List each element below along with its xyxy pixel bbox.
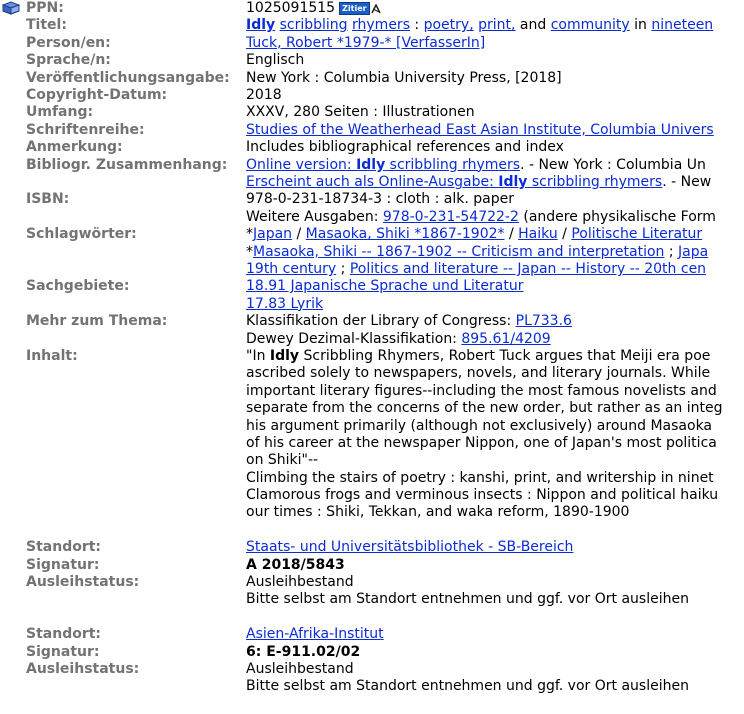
subject1-link-1[interactable]: Japan xyxy=(253,226,293,243)
status-value-2: Ausleihbestand xyxy=(246,661,354,678)
online-version-bold: Idly xyxy=(356,156,386,173)
ddc-link[interactable]: 895.61/4209 xyxy=(461,330,551,347)
subject1-link-3[interactable]: Masaoka, Shiki *1867-1902* xyxy=(305,226,505,243)
zitier-label: Zitier xyxy=(342,4,367,13)
row-titel xyxy=(0,17,744,34)
row-biblio xyxy=(0,157,744,192)
subject1-link-7[interactable]: Politische Literatur xyxy=(571,226,703,243)
veroeff-value: New York : Columbia University Press, [2018] xyxy=(246,69,562,86)
weitere-tail: (andere physikalische Form xyxy=(518,208,716,225)
row-isbn xyxy=(0,191,744,226)
inhalt-line-10: our times : Shiki, Tekkan, and waka reform, 1890-1900 xyxy=(246,504,630,521)
label-ppn: PPN: xyxy=(26,0,64,16)
row-signatur-1 xyxy=(0,557,744,574)
label-status-2: Ausleihstatus: xyxy=(26,661,140,678)
inhalt-line-7: on Shiki"-- xyxy=(246,452,319,469)
row-standort-1 xyxy=(0,539,744,556)
inhalt-line-6: of his career at the newspaper Nippon, one of Japan's most politica xyxy=(246,434,717,451)
subject2-link-1[interactable]: Masaoka, Shiki -- 1867-1902 -- Criticism and interpretation xyxy=(253,243,665,260)
label-copyright: Copyright-Datum: xyxy=(26,87,168,104)
ppn-value: 1025091515 xyxy=(246,0,336,16)
signatur-value-1: A 2018/5843 xyxy=(246,556,345,573)
subject3-text-1: ; xyxy=(336,261,350,277)
label-signatur-1: Signatur: xyxy=(26,556,100,573)
sachgebiet-link-1[interactable]: 18.91 Japanische Sprache und Literatur xyxy=(246,278,524,295)
row-sprache xyxy=(0,52,744,69)
title-link-10[interactable]: community xyxy=(550,17,630,34)
online-ausgabe-link[interactable] xyxy=(246,174,662,190)
subject2-text-0: * xyxy=(246,243,253,260)
title-link-6[interactable]: poetry, xyxy=(423,17,474,34)
lcc-prefix: Klassifikation der Library of Congress: xyxy=(246,313,516,330)
subject1-text-6: / xyxy=(557,226,572,243)
subject-line-1 xyxy=(246,226,744,243)
title-value xyxy=(246,17,744,34)
row-veroeff xyxy=(0,70,744,87)
status-note-2: Bitte selbst am Standort entnehmen und ggf. vor Ort ausleihen xyxy=(246,678,689,695)
spacer xyxy=(0,522,744,539)
label-isbn: ISBN: xyxy=(26,191,70,208)
title-link-8[interactable]: print, xyxy=(478,17,516,34)
isbn-value: 978-0-231-18734-3 : cloth : alk. paper xyxy=(246,191,514,208)
label-umfang: Umfang: xyxy=(26,104,94,121)
quote-icon xyxy=(371,4,381,14)
spacer xyxy=(0,609,744,626)
sachgebiet-link-2[interactable]: 17.83 Lyrik xyxy=(246,295,324,312)
standort-link-2[interactable]: Asien-Afrika-Institut xyxy=(246,626,384,643)
inhalt-line-2: ascribed solely to newspapers, novels, and literary journals. While xyxy=(246,365,711,382)
row-inhalt xyxy=(0,348,744,522)
online-version-prefix: Online version: xyxy=(246,156,357,173)
label-veroeff: Veröffentlichungsangabe: xyxy=(26,69,230,86)
subject1-text-2: / xyxy=(292,226,306,243)
status-value-1: Ausleihbestand xyxy=(246,574,354,591)
label-standort-2: Standort: xyxy=(26,626,102,643)
row-person xyxy=(0,35,744,52)
label-person: Person/en: xyxy=(26,34,111,51)
row-anmerkung xyxy=(0,139,744,156)
row-status-1 xyxy=(0,574,744,609)
inhalt-line-8: Climbing the stairs of poetry : kanshi, print, and writership in ninet xyxy=(246,469,714,486)
label-sprache: Sprache/n: xyxy=(26,52,111,69)
row-signatur-2 xyxy=(0,644,744,661)
status-note-1: Bitte selbst am Standort entnehmen und ggf. vor Ort ausleihen xyxy=(246,591,689,608)
subject2-text-2: ; xyxy=(664,243,679,260)
subject3-link-0[interactable]: 19th century xyxy=(246,261,337,277)
title-link-2[interactable]: scribbling xyxy=(279,17,348,34)
title-link-4[interactable]: rhymers xyxy=(352,17,410,34)
online-version-title: scribbling rhymers xyxy=(385,156,521,173)
label-standort-1: Standort: xyxy=(26,539,102,556)
title-text-5: : xyxy=(409,17,424,34)
lcc-link[interactable]: PL733.6 xyxy=(515,313,572,330)
subject2-link-3[interactable]: Japa xyxy=(678,243,709,260)
label-mehr: Mehr zum Thema: xyxy=(26,313,168,330)
label-anmerkung: Anmerkung: xyxy=(26,139,123,156)
subject1-link-5[interactable]: Haiku xyxy=(518,226,558,243)
inhalt-line-1-post: Scribbling Rhymers, Robert Tuck argues that Meiji era poe xyxy=(299,347,711,364)
copyright-value: 2018 xyxy=(246,87,282,104)
label-sach: Sachgebiete: xyxy=(26,278,130,295)
title-link-12[interactable]: nineteen xyxy=(651,17,714,34)
anmerkung-value: Includes bibliographical references and index xyxy=(246,139,564,156)
subject-line-2 xyxy=(246,244,744,261)
row-reihe xyxy=(0,122,744,139)
title-link-0[interactable]: Idly xyxy=(246,17,276,34)
online-ausgabe-bold: Idly xyxy=(498,174,528,191)
series-link[interactable]: Studies of the Weatherhead East Asian Institute, Columbia Univers xyxy=(246,121,714,138)
signatur-value-2: 6: E-911.02/02 xyxy=(246,643,361,660)
zitier-button[interactable] xyxy=(339,2,369,15)
title-text-11: in xyxy=(629,17,652,34)
row-status-2 xyxy=(0,661,744,696)
inhalt-line-9: Clamorous frogs and verminous insects : Nippon and political haiku xyxy=(246,487,719,504)
row-umfang xyxy=(0,104,744,121)
row-standort-2 xyxy=(0,626,744,643)
row-schlag xyxy=(0,226,744,278)
subject3-link-2[interactable]: Politics and literature -- Japan -- History -- 20th cen xyxy=(349,261,707,277)
label-status-1: Ausleihstatus: xyxy=(26,574,140,591)
row-sach xyxy=(0,278,744,313)
weitere-prefix: Weitere Ausgaben: xyxy=(246,208,383,225)
inhalt-line-3: important literary figures--including the most famous novelists and xyxy=(246,382,717,399)
inhalt-line-5: his argument primarily (although not exclusively) around Masaoka xyxy=(246,417,713,434)
online-version-tail: . - New York : Columbia Un xyxy=(520,156,706,173)
ddc-prefix: Dewey Dezimal-Klassifikation: xyxy=(246,330,462,347)
inhalt-line-1-pre: "In xyxy=(246,347,270,364)
standort-link-1[interactable]: Staats- und Universitätsbibliothek - SB-Bereich xyxy=(246,539,574,556)
label-reihe: Schriftenreihe: xyxy=(26,121,145,138)
subject1-text-0: * xyxy=(246,226,253,243)
online-ausgabe-prefix: Erscheint auch als Online-Ausgabe: xyxy=(246,174,499,191)
online-ausgabe-title: scribbling rhymers xyxy=(527,174,663,191)
subject1-text-4: / xyxy=(504,226,519,243)
subject-line-3 xyxy=(246,261,744,278)
row-copyright xyxy=(0,87,744,104)
title-text-9: and xyxy=(515,17,551,34)
inhalt-text xyxy=(246,348,744,522)
person-link[interactable]: Tuck, Robert *1979-* [VerfasserIn] xyxy=(246,34,486,51)
umfang-value: XXXV, 280 Seiten : Illustrationen xyxy=(246,104,475,121)
sprache-value: Englisch xyxy=(246,52,305,69)
label-titel: Titel: xyxy=(26,17,67,34)
label-signatur-2: Signatur: xyxy=(26,643,100,660)
inhalt-line-1-bold: Idly xyxy=(269,347,300,364)
isbn-other-link[interactable]: 978-0-231-54722-2 xyxy=(382,208,519,225)
label-inhalt: Inhalt: xyxy=(26,347,78,364)
inhalt-line-4: separate from the concerns of the new order, but rather as an integ xyxy=(246,400,723,417)
online-version-link[interactable] xyxy=(246,157,520,173)
row-mehr xyxy=(0,313,744,348)
label-biblio: Bibliogr. Zusammenhang: xyxy=(26,156,228,173)
row-ppn xyxy=(0,0,744,17)
online-ausgabe-tail: . - New xyxy=(662,174,712,191)
label-schlag: Schlagwörter: xyxy=(26,226,137,243)
